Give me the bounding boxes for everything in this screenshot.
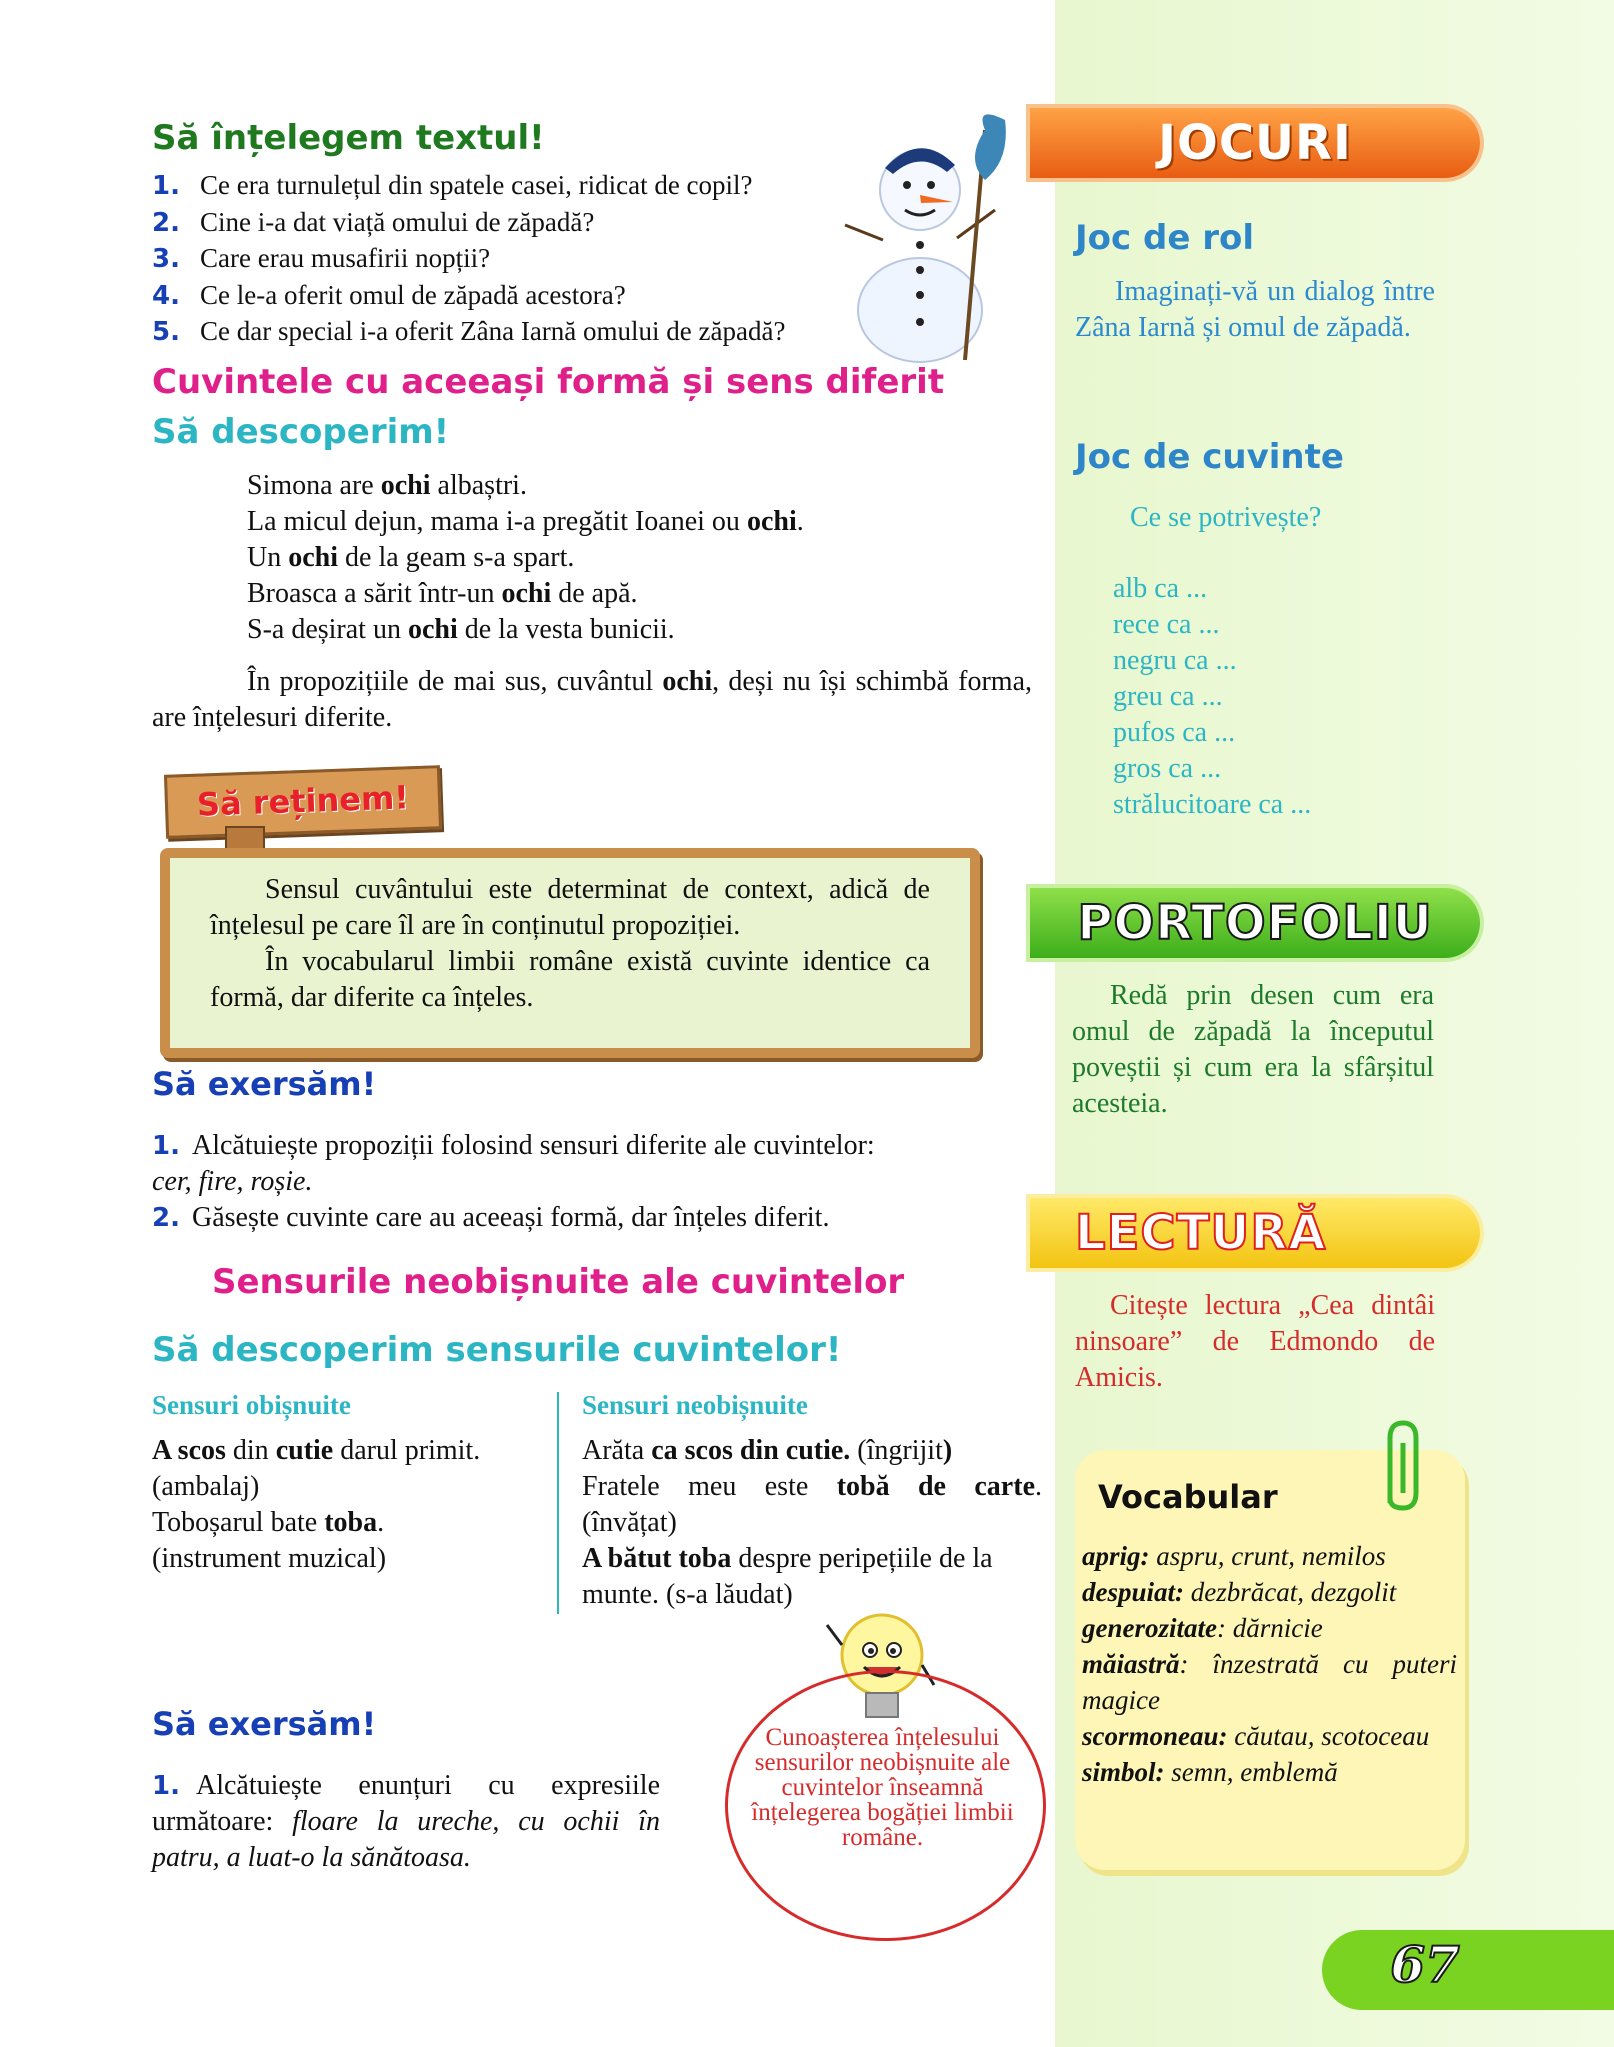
exercise-title: Să exersăm! <box>152 1065 377 1103</box>
unusual-exercise-title: Să exersăm! <box>152 1705 377 1743</box>
example-sentence: Simona are ochi albaștri. <box>247 470 527 501</box>
wordgame-item: strălucitoare ca ... <box>1113 789 1312 820</box>
wordgame-item: rece ca ... <box>1113 609 1220 640</box>
retain-sign: Să reținem! <box>164 765 442 839</box>
portfolio-text: Redă prin desen cum era omul de zăpadă la începutul poveștii și cum era la sfârșitul acesteia. <box>1072 980 1434 1119</box>
homonyms-title: Cuvintele cu aceeași formă și sens diferit <box>152 362 945 402</box>
exercise-item: 2. Găsește cuvinte care au aceeași formă, dar înțeles diferit. <box>152 1202 830 1233</box>
vocab-item: măiastră: înzestrată cu puteri magice <box>1082 1649 1457 1715</box>
wordgame-list <box>1113 571 1311 823</box>
page-number: 67 <box>1390 1935 1460 1994</box>
question-item: 5. Ce dar special i-a oferit Zâna Iarnă omului de zăpadă? <box>152 316 786 347</box>
reading-text: Citește lectura „Cea dintâi ninsoare” de Edmondo de Amicis. <box>1075 1290 1435 1393</box>
info-bubble-text: Cunoașterea înțelesului sensurilor neobișnuite ale cuvintelor înseamnă înțelegerea bogăției limbii române. <box>751 1724 1014 1851</box>
exercise-list <box>152 1128 1032 1236</box>
paperclip-icon <box>1375 1418 1425 1513</box>
vocab-item: generozitate: dărnicie <box>1082 1613 1323 1643</box>
vocab-item: despuiat: dezbrăcat, dezgolit <box>1082 1577 1397 1607</box>
question-item: 3. Care erau musafirii nopții? <box>152 243 491 274</box>
unusual-title: Sensurile neobișnuite ale cuvintelor <box>212 1262 905 1302</box>
portfolio-banner: PORTOFOLIU <box>1030 888 1480 958</box>
exercise-item-words: cer, fire, roșie. <box>152 1166 313 1197</box>
vocab-item: scormoneau: căutau, scotoceau <box>1082 1721 1430 1751</box>
wordgame-title: Joc de cuvinte <box>1075 437 1344 477</box>
vocab-item: aprig: aspru, crunt, nemilos <box>1082 1541 1386 1571</box>
explanation-paragraph: În propozițiile de mai sus, cuvântul ochi, deși nu își schimbă forma, are înțelesuri diferite. <box>152 666 1032 733</box>
snowman-illustration <box>835 110 1010 365</box>
roleplay-title: Joc de rol <box>1075 218 1255 258</box>
comprehension-title: Să înțelegem textul! <box>152 118 545 158</box>
games-banner: JOCURI <box>1030 108 1480 178</box>
example-sentence: Broasca a sărit într-un ochi de apă. <box>247 578 638 609</box>
example-sentence: Un ochi de la geam s-a spart. <box>247 542 575 573</box>
wordgame-item: greu ca ... <box>1113 681 1223 712</box>
unusual-meanings: Arăta ca scos din cutie. (îngrijit) Fratele meu este tobă de carte. (învățat) A bătut toba despre peripețiile de la munte. (s-a lăudat) <box>582 1435 1042 1610</box>
question-list <box>152 168 872 351</box>
vocab-list <box>1082 1538 1457 1790</box>
example-list <box>247 468 1027 648</box>
col-left-head: Sensuri obișnuite <box>152 1390 351 1420</box>
discover-title: Să descoperim! <box>152 412 450 452</box>
question-item: 2. Cine i-a dat viață omului de zăpadă? <box>152 206 595 238</box>
wordgame-item: negru ca ... <box>1113 645 1237 676</box>
vocab-item: simbol: semn, emblemă <box>1082 1757 1338 1787</box>
retain-text: Sensul cuvântului este determinat de context, adică de înțelesul pe care îl are în conținutul propoziției. În vocabularul limbii române există cuvinte identice ca formă, dar diferite ca înțeles. <box>210 874 930 1013</box>
question-item: 4. Ce le-a oferit omul de zăpadă acestora? <box>152 279 626 311</box>
wordgame-question: Ce se potrivește? <box>1130 502 1322 533</box>
unusual-discover-title: Să descoperim sensurile cuvintelor! <box>152 1330 842 1370</box>
question-item: 1. Ce era turnulețul din spatele casei, ridicat de copil? <box>152 170 753 201</box>
wordgame-item: pufos ca ... <box>1113 717 1236 748</box>
reading-banner: LECTURĂ <box>1030 1198 1480 1268</box>
col-right-head: Sensuri neobișnuite <box>582 1390 808 1420</box>
roleplay-text: Imaginați-vă un dialog între Zâna Iarnă și omul de zăpadă. <box>1075 276 1435 343</box>
example-sentence: S-a deșirat un ochi de la vesta bunicii. <box>247 614 675 645</box>
wordgame-item: alb ca ... <box>1113 573 1208 604</box>
exercise-item: 1. Alcătuiește propoziții folosind sensuri diferite ale cuvintelor: <box>152 1130 875 1161</box>
wordgame-item: gros ca ... <box>1113 753 1222 784</box>
column-divider <box>557 1392 559 1614</box>
unusual-exercise-item: 1. Alcătuiește enunțuri cu expresiile următoare: floare la ureche, cu ochii în patru, a luat-o la sănătoasa. <box>152 1770 660 1873</box>
usual-meanings: A scos din cutie darul primit. (ambalaj) Toboșarul bate toba. (instrument muzical) <box>152 1435 481 1574</box>
example-sentence: La micul dejun, mama i-a pregătit Ioanei ou ochi. <box>247 506 804 537</box>
vocab-title: Vocabular <box>1098 1478 1278 1516</box>
